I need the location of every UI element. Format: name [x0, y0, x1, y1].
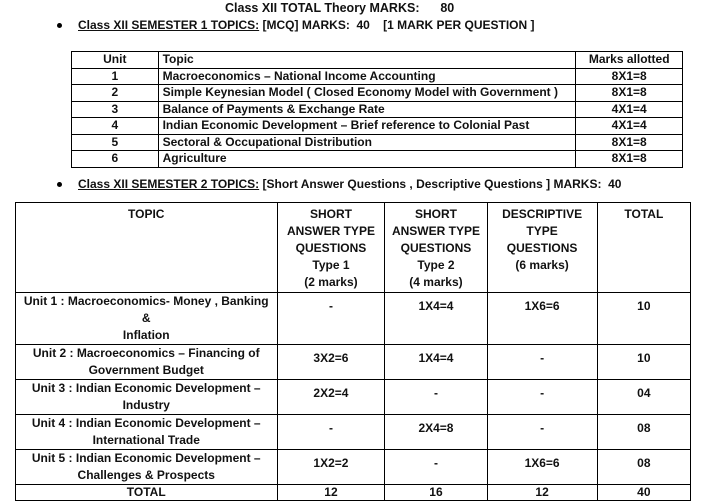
- table-cell: [487, 415, 597, 450]
- table-cell: 4X1=4: [576, 101, 683, 118]
- cell-value: 2X4=8: [418, 421, 454, 435]
- column-header: Marks allotted: [576, 52, 683, 69]
- header-line: QUESTIONS: [295, 241, 367, 255]
- topic-line: Government Budget: [88, 363, 204, 377]
- table-header-row: [16, 203, 691, 293]
- table-cell: Sectoral & Occupational Distribution: [158, 134, 576, 151]
- table-row: [16, 415, 691, 450]
- table-cell: [597, 380, 690, 415]
- cell-value: -: [328, 421, 333, 435]
- table-cell: Indian Economic Development – Brief reference to Colonial Past: [158, 118, 576, 135]
- header-line: (4 marks): [409, 275, 463, 289]
- cell-value: 1X4=4: [418, 351, 454, 365]
- column-header: [16, 203, 278, 293]
- topic-line: International Trade: [92, 433, 200, 447]
- column-header: [277, 203, 385, 293]
- table-cell: 3: [72, 101, 159, 118]
- semester2-heading: [78, 177, 621, 191]
- table-cell: 8X1=8: [576, 151, 683, 168]
- cell-value: -: [540, 421, 545, 435]
- table-cell: [385, 293, 487, 345]
- semester1-heading: [78, 18, 535, 32]
- table-row: [72, 134, 683, 151]
- table-cell: [597, 345, 690, 380]
- column-header: [487, 203, 597, 293]
- table-cell: [487, 380, 597, 415]
- total-cell: 12: [487, 485, 597, 501]
- cell-value: 08: [637, 456, 651, 470]
- table-cell: 2: [72, 85, 159, 102]
- table-cell: 8X1=8: [576, 85, 683, 102]
- page-title: Class XII TOTAL Theory MARKS: 80: [225, 1, 455, 15]
- table-cell: [487, 293, 597, 345]
- total-row: [16, 485, 691, 501]
- table-cell: 6: [72, 151, 159, 168]
- table-row: [72, 118, 683, 135]
- cell-value: -: [433, 386, 438, 400]
- table-row: [16, 345, 691, 380]
- table-cell: Balance of Payments & Exchange Rate: [158, 101, 576, 118]
- table-row: [72, 151, 683, 168]
- topic-line: Unit 2 : Macroeconomics – Financing of: [32, 346, 260, 360]
- table-cell: [277, 380, 385, 415]
- header-line: DESCRIPTIVE: [502, 207, 583, 221]
- header-line: QUESTIONS: [506, 241, 578, 255]
- column-header: [597, 203, 690, 293]
- table-cell: [385, 345, 487, 380]
- header-line: TYPE: [526, 224, 558, 238]
- header-line: ANSWER TYPE: [286, 224, 375, 238]
- table-header-row: [72, 52, 683, 69]
- header-line: Type 2: [417, 258, 455, 272]
- table-cell: 4: [72, 118, 159, 135]
- table-cell: [277, 293, 385, 345]
- cell-value: 1X6=6: [524, 299, 560, 313]
- column-header: Unit: [72, 52, 159, 69]
- cell-value: 1X6=6: [524, 456, 560, 470]
- topic-cell: [16, 293, 278, 345]
- table-cell: 8X1=8: [576, 134, 683, 151]
- cell-value: -: [433, 456, 438, 470]
- table-row: [72, 101, 683, 118]
- semester2-table: [15, 202, 691, 501]
- cell-value: 10: [637, 299, 651, 313]
- table-row: [16, 380, 691, 415]
- cell-value: 1X2=2: [313, 456, 349, 470]
- header-line: (2 marks): [304, 275, 358, 289]
- topic-line: Unit 1 : Macroeconomics- Money , Banking &: [23, 294, 269, 325]
- topic-line: Inflation: [122, 328, 170, 342]
- table-cell: 4X1=4: [576, 118, 683, 135]
- header-line: ANSWER TYPE: [391, 224, 480, 238]
- header-line: (6 marks): [515, 258, 569, 272]
- total-cell: 16: [385, 485, 487, 501]
- header-line: Type 1: [312, 258, 350, 272]
- topic-cell: [16, 450, 278, 485]
- total-cell: TOTAL: [16, 485, 278, 501]
- table-row: [16, 450, 691, 485]
- semester1-heading-underlined: Class XII SEMESTER 1 TOPICS:: [78, 18, 260, 32]
- header-line: TOPIC: [128, 207, 165, 221]
- header-line: TOTAL: [624, 207, 664, 221]
- table-cell: [487, 450, 597, 485]
- bullet-icon: [57, 23, 62, 28]
- topic-line: Industry: [122, 398, 170, 412]
- table-cell: Simple Keynesian Model ( Closed Economy Model with Government ): [158, 85, 576, 102]
- table-cell: 5: [72, 134, 159, 151]
- table-row: [16, 293, 691, 345]
- topic-line: Unit 4 : Indian Economic Development –: [31, 416, 261, 430]
- table-cell: [487, 345, 597, 380]
- table-cell: [385, 450, 487, 485]
- table-cell: Macroeconomics – National Income Accounting: [158, 68, 576, 85]
- cell-value: 08: [637, 421, 651, 435]
- cell-value: 2X2=4: [313, 386, 349, 400]
- topic-line: Challenges & Prospects: [77, 468, 215, 482]
- cell-value: 04: [637, 386, 651, 400]
- column-header: [385, 203, 487, 293]
- topic-cell: [16, 380, 278, 415]
- semester2-heading-underlined: Class XII SEMESTER 2 TOPICS:: [78, 177, 260, 191]
- topic-line: Unit 5 : Indian Economic Development –: [31, 451, 261, 465]
- cell-value: -: [540, 386, 545, 400]
- header-line: QUESTIONS: [400, 241, 472, 255]
- table-cell: [277, 345, 385, 380]
- total-cell: 40: [597, 485, 690, 501]
- table-row: [72, 68, 683, 85]
- total-cell: 12: [277, 485, 385, 501]
- cell-value: 1X4=4: [418, 299, 454, 313]
- cell-value: -: [540, 351, 545, 365]
- topic-line: Unit 3 : Indian Economic Development –: [31, 381, 261, 395]
- cell-value: 10: [637, 351, 651, 365]
- table-row: [72, 85, 683, 102]
- semester1-heading-rest: [MCQ] MARKS: 40 [1 MARK PER QUESTION ]: [259, 18, 535, 32]
- cell-value: 3X2=6: [313, 351, 349, 365]
- table-cell: [385, 380, 487, 415]
- table-cell: Agriculture: [158, 151, 576, 168]
- table-cell: 8X1=8: [576, 68, 683, 85]
- table-cell: [385, 415, 487, 450]
- cell-value: -: [328, 299, 333, 313]
- topic-cell: [16, 345, 278, 380]
- table-cell: [277, 450, 385, 485]
- semester1-table: [71, 51, 683, 168]
- bullet-icon: [57, 182, 62, 187]
- table-cell: [277, 415, 385, 450]
- table-cell: [597, 450, 690, 485]
- table-cell: [597, 293, 690, 345]
- table-cell: 1: [72, 68, 159, 85]
- semester2-heading-rest: [Short Answer Questions , Descriptive Questions ] MARKS: 40: [259, 177, 622, 191]
- column-header: Topic: [158, 52, 576, 69]
- header-line: SHORT: [309, 207, 352, 221]
- header-line: SHORT: [414, 207, 457, 221]
- table-cell: [597, 415, 690, 450]
- topic-cell: [16, 415, 278, 450]
